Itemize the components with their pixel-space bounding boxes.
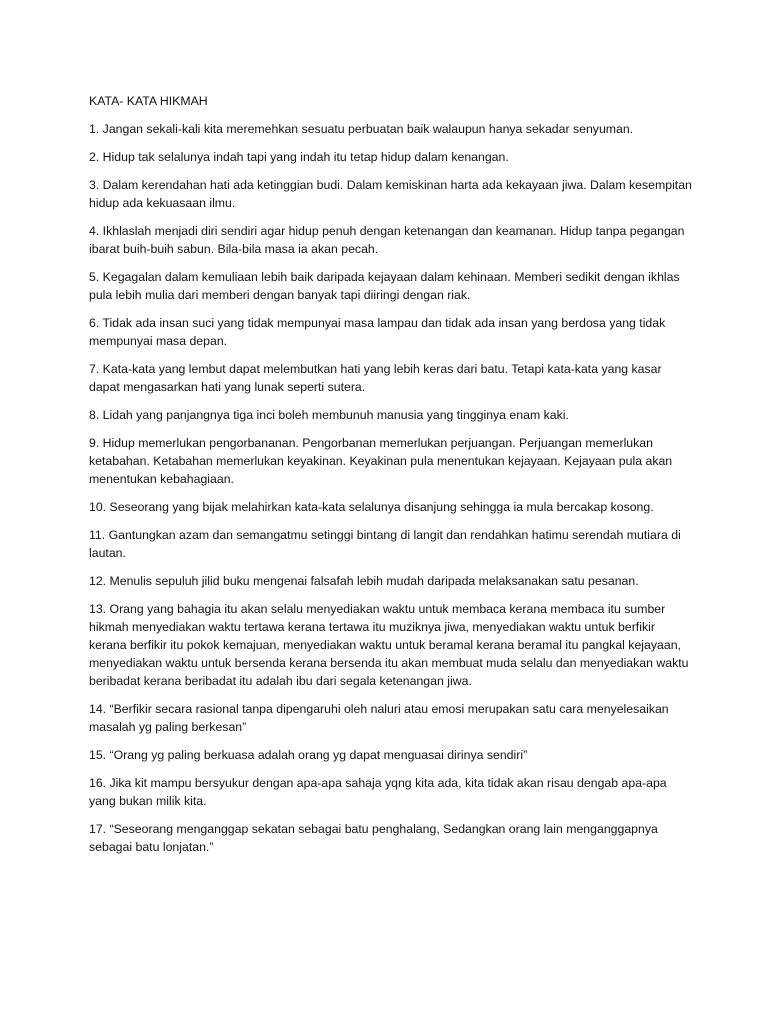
quote-item: 13. Orang yang bahagia itu akan selalu menyediakan waktu untuk membaca kerana membaca itu sumber hikmah menyediakan waktu tertawa kerana tertawa itu muziknya jiwa, menyediakan waktu untuk berfikir kerana berfikir itu pokok kemajuan, menyediakan waktu untuk beramal kerana beramal itu pangkal kejayaan, menyediakan waktu untuk bersenda kerana bersenda itu akan membuat muda selalu dan menyediakan waktu beribadat kerana beribadat itu adalah ibu dari segala ketenangan jiwa. <box>89 602 689 688</box>
quote-item: 3. Dalam kerendahan hati ada ketinggian budi. Dalam kemiskinan harta ada kekayaan jiwa. Dalam kesempitan hidup ada kekuasaan ilmu. <box>89 178 692 210</box>
quote-item: 7. Kata-kata yang lembut dapat melembutkan hati yang lebih keras dari batu. Tetapi kata-kata yang kasar dapat mengasarkan hati yang lunak seperti sutera. <box>89 362 662 394</box>
quote-item: 8. Lidah yang panjangnya tiga inci boleh membunuh manusia yang tingginya enam kaki. <box>89 408 569 422</box>
quote-item: 5. Kegagalan dalam kemuliaan lebih baik daripada kejayaan dalam kehinaan. Memberi sedikit dengan ikhlas pula lebih mulia dari memberi dengan banyak tapi diiringi dengan riak. <box>89 270 680 302</box>
quote-list <box>89 120 694 856</box>
document-body <box>89 92 694 866</box>
quote-item: 10. Seseorang yang bijak melahirkan kata-kata selalunya disanjung sehingga ia mula bercakap kosong. <box>89 500 654 514</box>
quote-item: 17. “Seseorang menganggap sekatan sebagai batu penghalang, Sedangkan orang lain menganggapnya sebagai batu lonjatan.” <box>89 822 658 854</box>
quote-item: 6. Tidak ada insan suci yang tidak mempunyai masa lampau dan tidak ada insan yang berdosa yang tidak mempunyai masa depan. <box>89 316 666 348</box>
document-title: KATA- KATA HIKMAH <box>89 94 208 108</box>
quote-item: 14. “Berfikir secara rasional tanpa dipengaruhi oleh naluri atau emosi merupakan satu cara menyelesaikan masalah yg paling berkesan” <box>89 702 669 734</box>
quote-item: 1. Jangan sekali-kali kita meremehkan sesuatu perbuatan baik walaupun hanya sekadar senyuman. <box>89 122 634 136</box>
quote-item: 16. Jika kit mampu bersyukur dengan apa-apa sahaja yqng kita ada, kita tidak akan risau dengab apa-apa yang bukan milik kita. <box>89 776 667 808</box>
quote-item: 11. Gantungkan azam dan semangatmu setinggi bintang di langit dan rendahkan hatimu serendah mutiara di lautan. <box>89 528 681 560</box>
quote-item: 12. Menulis sepuluh jilid buku mengenai falsafah lebih mudah daripada melaksanakan satu pesanan. <box>89 574 639 588</box>
quote-item: 2. Hidup tak selalunya indah tapi yang indah itu tetap hidup dalam kenangan. <box>89 150 509 164</box>
quote-item: 15. “Orang yg paling berkuasa adalah orang yg dapat menguasai dirinya sendiri” <box>89 748 528 762</box>
quote-item: 4. Ikhlaslah menjadi diri sendiri agar hidup penuh dengan ketenangan dan keamanan. Hidup tanpa pegangan ibarat buih-buih sabun. Bila-bila masa ia akan pecah. <box>89 224 685 256</box>
quote-item: 9. Hidup memerlukan pengorbananan. Pengorbanan memerlukan perjuangan. Perjuangan memerlukan ketabahan. Ketabahan memerlukan keyakinan. Keyakinan pula menentukan kejayaan. Kejayaan pula akan menentukan kebahagiaan. <box>89 436 673 486</box>
